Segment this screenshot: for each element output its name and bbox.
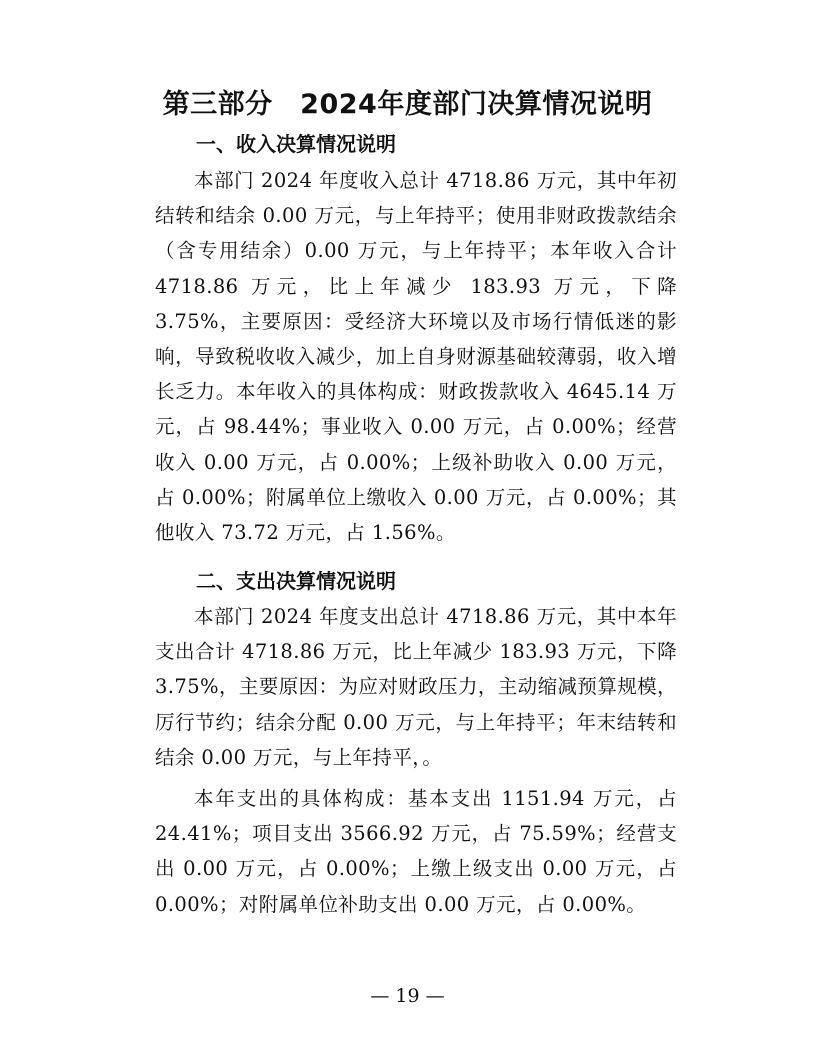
section-heading-income: 一、收入决算情况说明 bbox=[196, 132, 396, 156]
expenditure-composition-paragraph: 本年支出的具体构成：基本支出 1151.94 万元，占 24.41%；项目支出 3566.92 万元，占 75.59%；经营支出 0.00 万元，占 0.00%；上缴上级支出 0.00 万元，占 0.00%；对附属单位补助支出 0.00 万元，占 0.00%。 bbox=[155, 787, 677, 916]
income-paragraph: 本部门 2024 年度收入总计 4718.86 万元，其中年初结转和结余 0.00 万元，与上年持平；使用非财政拨款结余（含专用结余）0.00 万元，与上年持平；本年收入合计 4718.86 万元，比上年减少 183.93 万元，下降 3.75%，主要原因：受经济大环境以及市场行情低迷的影响，导致税收收入减少，加上自身财源基础较薄弱，收入增长乏力。本年收入的具体构成：财政拨款收入 4645.14 万元，占 98.44%；事业收入 0.00 万元，占 0.00%；经营收入 0.00 万元，占 0.00%；上级补助收入 0.00 万元，占 0.00%；附属单位上缴收入 0.00 万元，占 0.00%；其他收入 73.72 万元，占 1.56%。 bbox=[155, 169, 677, 545]
section-heading-expenditure: 二、支出决算情况说明 bbox=[196, 569, 396, 593]
page-number: — 19 — bbox=[370, 985, 445, 1007]
page-title: 第三部分 2024年度部门决算情况说明 bbox=[162, 89, 653, 120]
expenditure-paragraph: 本部门 2024 年度支出总计 4718.86 万元，其中本年支出合计 4718.86 万元，比上年减少 183.93 万元，下降 3.75%，主要原因：为应对财政压力，主动缩减预算规模，厉行节约；结余分配 0.00 万元，与上年持平；年末结转和结余 0.00 万元，与上年持平，。 bbox=[155, 605, 677, 769]
